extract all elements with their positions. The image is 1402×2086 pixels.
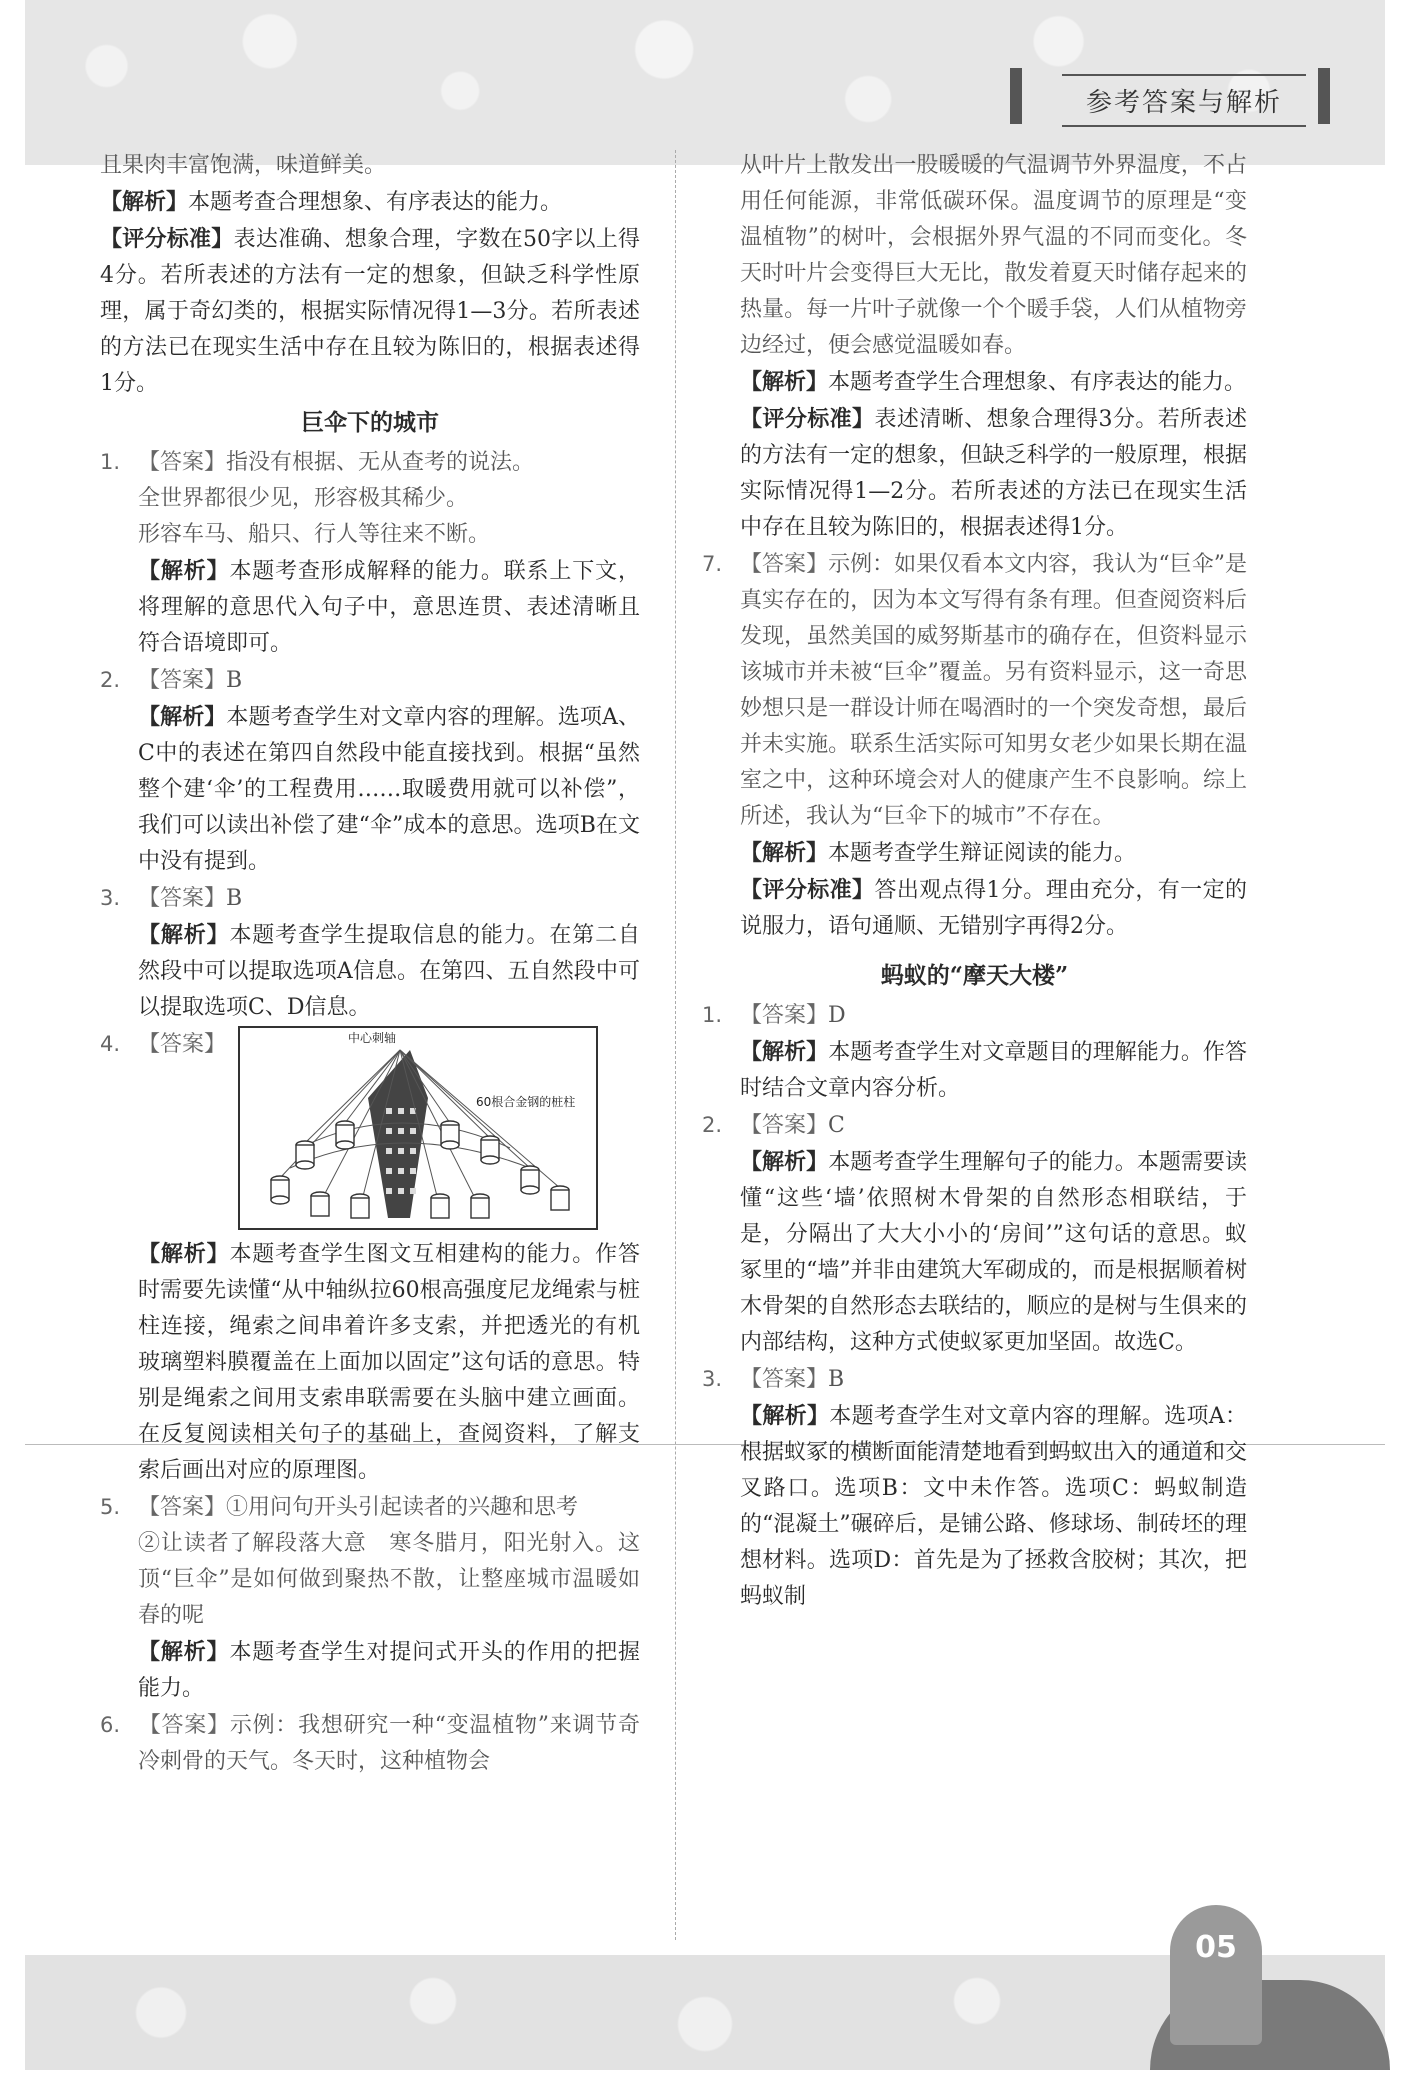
analysis-label: 【解析】 xyxy=(138,922,230,948)
criteria-text: 表述清晰、想象合理得3分。若所表述的方法有一定的想象，但缺乏科学的一般原理，根据实际情况得1—2分。若所表述的方法已在现实生活中存在且较为陈旧的，根据表述得1分。 xyxy=(740,407,1247,540)
question-7 xyxy=(702,546,1247,945)
section-title-umbrella-city: 巨伞下的城市 xyxy=(301,409,439,436)
analysis-text: 本题考查学生对提问式开头的作用的把握能力。 xyxy=(138,1640,640,1701)
question-number: 7. xyxy=(702,552,723,576)
intro-text: 且果肉丰富饱满，味道鲜美。 xyxy=(100,153,387,178)
analysis-text: 本题考查学生对文章题目的理解能力。作答时结合文章内容分析。 xyxy=(740,1040,1247,1101)
question-number: 2. xyxy=(100,668,121,692)
analysis-label: 【解析】 xyxy=(138,1241,230,1267)
intro-criteria xyxy=(100,221,640,402)
analysis-text: 本题考查学生辩证阅读的能力。 xyxy=(828,841,1137,866)
analysis-label: 【解析】 xyxy=(740,1403,830,1429)
criteria-label: 【评分标准】 xyxy=(740,877,875,903)
question-6-continued xyxy=(702,148,1247,546)
analysis-label: 【解析】 xyxy=(138,704,227,730)
diagram-svg xyxy=(240,1028,596,1228)
answer-text: ①用问句开头引起读者的兴趣和思考 xyxy=(226,1495,579,1520)
answer-text: 从叶片上散发出一股暖暖的气温调节外界温度，不占用任何能源，非常低碳环保。温度调节的原理是“变温植物”的树叶，会根据外界气温的不同而变化。冬天时叶片会变得巨大无比，散发着夏天时储存起来的热量。每一片叶子就像一个个暖手袋，人们从植物旁边经过，便会感觉温暖如春。 xyxy=(740,153,1247,358)
answer-label: 【答案】 xyxy=(138,886,227,911)
analysis-label: 【解析】 xyxy=(138,558,230,584)
header-ornament-left xyxy=(1010,68,1022,124)
answer-text: 指没有根据、无从查考的说法。 xyxy=(226,450,535,475)
answer-text: 示例：我想研究一种“变温植物”来调节奇冷刺骨的天气。冬天时，这种植物会 xyxy=(138,1713,640,1774)
umbrella-city-diagram xyxy=(238,1026,598,1230)
criteria-text: 表达准确、想象合理，字数在50字以上得4分。若所表述的方法有一定的想象，但缺乏科学性原理，属于奇幻类的，根据实际情况得1—3分。若所表述的方法已在现实生活中存在且较为陈旧的，根据表述得1分。 xyxy=(100,227,640,396)
question-2 xyxy=(100,662,640,880)
answer-label: 【答案】 xyxy=(740,1003,829,1028)
section-title-ant-skyscraper: 蚂蚁的“摩天大楼” xyxy=(880,962,1069,989)
column-divider xyxy=(675,150,676,1940)
question-number: 1. xyxy=(702,1003,723,1027)
analysis-label: 【解析】 xyxy=(138,1639,230,1665)
answer-label: 【答案】 xyxy=(138,1032,227,1057)
answer-label: 【答案】 xyxy=(138,450,227,475)
analysis-text: 本题考查学生理解句子的能力。本题需要读懂“这些‘墙’依照树木骨架的自然形态相联结，于是，分隔出了大大小小的‘房间’”这句话的意思。蚁冢里的“墙”并非由建筑大军砌成的，而是根据顺着树木骨架的自然形态去联结的，顺应的是树与生俱来的内部结构，这种方式使蚁冢更加坚固。故选C。 xyxy=(740,1150,1247,1355)
page-number-badge xyxy=(1170,1905,1262,2045)
question-number: 1. xyxy=(100,450,121,474)
answer-label: 【答案】 xyxy=(138,1713,230,1738)
answer-label: 【答案】 xyxy=(138,1495,227,1520)
question-number: 4. xyxy=(100,1032,121,1056)
analysis-text: 本题考查学生对文章内容的理解。选项A、C中的表述在第四自然段中能直接找到。根据“虽然整个建‘伞’的工程费用……取暖费用就可以补偿”，我们可以读出补偿了建“伞”成本的意思。选项B在文中没有提到。 xyxy=(138,705,640,874)
question-number: 6. xyxy=(100,1713,121,1737)
ant-question-2 xyxy=(702,1107,1247,1361)
criteria-label: 【评分标准】 xyxy=(100,226,234,252)
analysis-label: 【解析】 xyxy=(740,369,829,395)
left-column xyxy=(100,148,640,1780)
criteria-text: 答出观点得1分。理由充分，有一定的说服力，语句通顺、无错别字再得2分。 xyxy=(740,878,1247,939)
question-3 xyxy=(100,880,640,1026)
answer-line: 全世界都很少见，形容极其稀少。 xyxy=(138,486,469,511)
question-4 xyxy=(100,1026,640,1489)
diagram-top-label: 中心刺轴 xyxy=(348,1031,397,1045)
question-number: 2. xyxy=(702,1113,723,1137)
answer-text: B xyxy=(226,886,243,911)
answer-label: 【答案】 xyxy=(740,1113,829,1138)
header-title: 参考答案与解析 xyxy=(1062,74,1306,127)
question-number: 5. xyxy=(100,1495,121,1519)
answer-line: 形容车马、船只、行人等往来不断。 xyxy=(138,522,491,547)
right-column xyxy=(702,148,1247,1615)
analysis-label: 【解析】 xyxy=(100,189,189,215)
criteria-label: 【评分标准】 xyxy=(740,406,875,432)
question-6 xyxy=(100,1707,640,1780)
analysis-text: 本题考查学生提取信息的能力。在第二自然段中可以提取选项A信息。在第四、五自然段中可以提取选项C、D信息。 xyxy=(138,923,640,1020)
analysis-text: 本题考查学生图文互相建构的能力。作答时需要先读懂“从中轴纵拉60根高强度尼龙绳索与桩柱连接，绳索之间串着许多支索，并把透光的有机玻璃塑料膜覆盖在上面加以固定”这句话的意思。特别是绳索之间用支索串联需要在头脑中建立画面。在反复阅读相关句子的基础上，查阅资料，了解支索后画出对应的原理图。 xyxy=(138,1242,640,1483)
answer-text: 示例：如果仅看本文内容，我认为“巨伞”是真实存在的，因为本文写得有条有理。但查阅资料后发现，虽然美国的威努斯基市的确存在，但资料显示该城市并未被“巨伞”覆盖。另有资料显示，这一奇思妙想只是一群设计师在喝酒时的一个突发奇想，最后并未实施。联系生活实际可知男女老少如果长期在温室之中，这种环境会对人的健康产生不良影响。综上所述，我认为“巨伞下的城市”不存在。 xyxy=(740,552,1247,829)
question-number: 3. xyxy=(702,1367,723,1391)
analysis-text: 本题考查学生对文章内容的理解。选项A：根据蚁冢的横断面能清楚地看到蚂蚁出入的通道和交叉路口。选项B：文中未作答。选项C：蚂蚁制造的“混凝土”碾碎后，是铺公路、修球场、制砖坯的理想材料。选项D：首先是为了拯救含胶树；其次，把蚂蚁制 xyxy=(740,1404,1247,1609)
page-number: 05 xyxy=(1195,1930,1237,1965)
analysis-text: 本题考查学生合理想象、有序表达的能力。 xyxy=(828,370,1247,395)
question-number: 3. xyxy=(100,886,121,910)
answer-text: B xyxy=(226,668,243,693)
ant-question-1 xyxy=(702,997,1247,1107)
answer-label: 【答案】 xyxy=(138,668,227,693)
answer-line: ②让读者了解段落大意 寒冬腊月，阳光射入。这顶“巨伞”是如何做到聚热不散，让整座城市温暖如春的呢 xyxy=(138,1531,640,1628)
diagram-side-label: 60根合金钢的桩柱 xyxy=(476,1095,576,1109)
question-5 xyxy=(100,1489,640,1707)
answer-text: D xyxy=(828,1003,846,1028)
analysis-label: 【解析】 xyxy=(740,1149,829,1175)
answer-label: 【答案】 xyxy=(740,552,829,577)
answer-label: 【答案】 xyxy=(740,1367,829,1392)
analysis-label: 【解析】 xyxy=(740,840,829,866)
intro-analysis xyxy=(100,184,640,221)
analysis-text: 本题考查形成解释的能力。联系上下文，将理解的意思代入句子中，意思连贯、表述清晰且符合语境即可。 xyxy=(138,559,640,656)
cables xyxy=(280,1050,560,1208)
analysis-text: 本题考查合理想象、有序表达的能力。 xyxy=(188,190,563,215)
answer-text: C xyxy=(828,1113,845,1138)
analysis-label: 【解析】 xyxy=(740,1039,829,1065)
header-ornament-right xyxy=(1318,68,1330,124)
ant-question-3 xyxy=(702,1361,1247,1615)
answer-text: B xyxy=(828,1367,845,1392)
question-1 xyxy=(100,444,640,662)
